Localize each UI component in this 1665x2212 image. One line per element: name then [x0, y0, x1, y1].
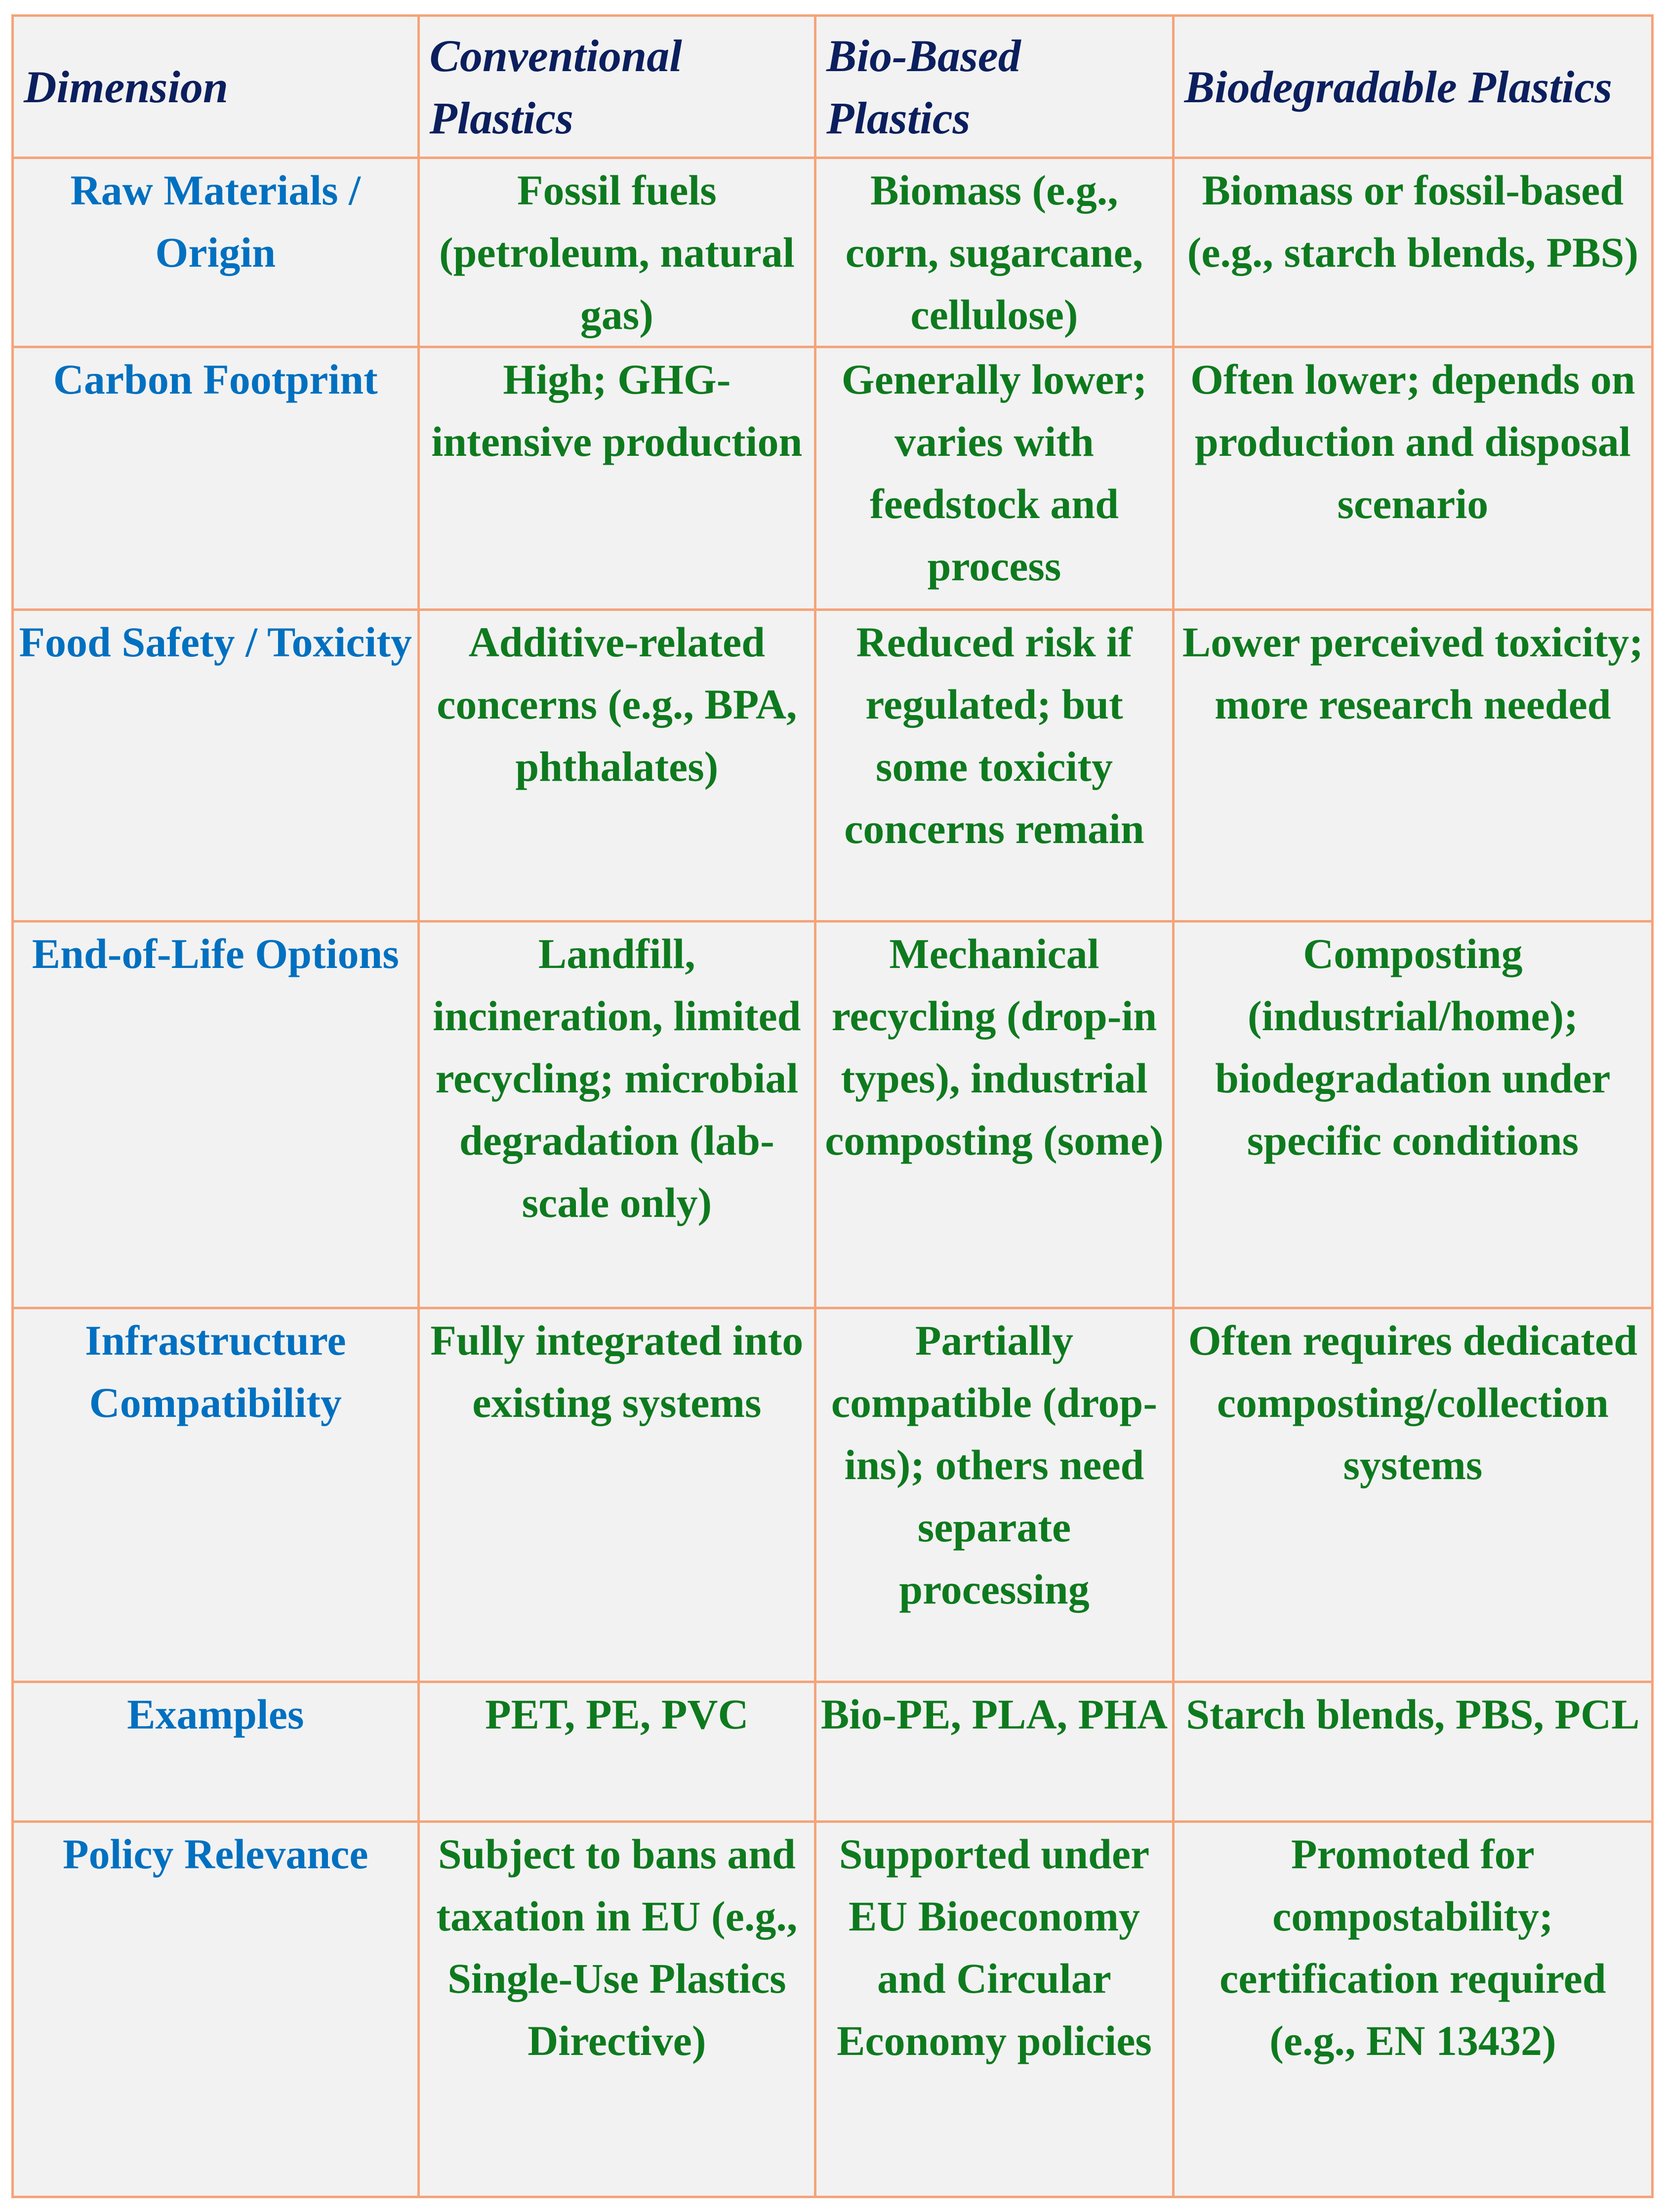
- biodegradable-cell: Often requires dedicated composting/collection systems: [1173, 1308, 1652, 1682]
- bio-based-cell: Mechanical recycling (drop-in types), industrial composting (some): [815, 922, 1174, 1308]
- dimension-cell: Raw Materials / Origin: [13, 158, 419, 347]
- table-row: [13, 158, 1653, 347]
- biodegradable-cell: Starch blends, PBS, PCL: [1173, 1682, 1652, 1822]
- dimension-cell: Food Safety / Toxicity: [13, 610, 419, 922]
- conventional-cell: Fully integrated into existing systems: [418, 1308, 815, 1682]
- conventional-cell: Fossil fuels (petroleum, natural gas): [418, 158, 815, 347]
- dimension-cell: Examples: [13, 1682, 419, 1822]
- conventional-cell: Landfill, incineration, limited recycling; microbial degradation (lab-scale only): [418, 922, 815, 1308]
- bio-based-cell: Partially compatible (drop-ins); others need separate processing: [815, 1308, 1174, 1682]
- bio-based-cell: Biomass (e.g., corn, sugarcane, cellulose): [815, 158, 1174, 347]
- bio-based-cell: Generally lower; varies with feedstock and process: [815, 347, 1174, 610]
- header-row: [13, 16, 1653, 158]
- dimension-cell: Infrastructure Compatibility: [13, 1308, 419, 1682]
- bio-based-cell: Supported under EU Bioeconomy and Circular Economy policies: [815, 1822, 1174, 2197]
- table-row: [13, 347, 1653, 610]
- table-row: [13, 1308, 1653, 1682]
- biodegradable-cell: Lower perceived toxicity; more research needed: [1173, 610, 1652, 922]
- header-bio-based: Bio-Based Plastics: [815, 16, 1174, 158]
- biodegradable-cell: Composting (industrial/home); biodegradation under specific conditions: [1173, 922, 1652, 1308]
- biodegradable-cell: Promoted for compostability; certification required (e.g., EN 13432): [1173, 1822, 1652, 2197]
- header-biodegradable: Biodegradable Plastics: [1173, 16, 1652, 158]
- dimension-cell: Policy Relevance: [13, 1822, 419, 2197]
- table-row: [13, 610, 1653, 922]
- header-dimension: Dimension: [13, 16, 419, 158]
- conventional-cell: Subject to bans and taxation in EU (e.g., Single-Use Plastics Directive): [418, 1822, 815, 2197]
- conventional-cell: PET, PE, PVC: [418, 1682, 815, 1822]
- bio-based-cell: Reduced risk if regulated; but some toxicity concerns remain: [815, 610, 1174, 922]
- dimension-cell: Carbon Footprint: [13, 347, 419, 610]
- table-row: [13, 1822, 1653, 2197]
- table-row: [13, 1682, 1653, 1822]
- comparison-table: [11, 14, 1654, 2198]
- dimension-cell: End-of-Life Options: [13, 922, 419, 1308]
- conventional-cell: High; GHG-intensive production: [418, 347, 815, 610]
- biodegradable-cell: Often lower; depends on production and disposal scenario: [1173, 347, 1652, 610]
- conventional-cell: Additive-related concerns (e.g., BPA, phthalates): [418, 610, 815, 922]
- table-row: [13, 922, 1653, 1308]
- biodegradable-cell: Biomass or fossil-based (e.g., starch blends, PBS): [1173, 158, 1652, 347]
- bio-based-cell: Bio-PE, PLA, PHA: [815, 1682, 1174, 1822]
- header-conventional: Conventional Plastics: [418, 16, 815, 158]
